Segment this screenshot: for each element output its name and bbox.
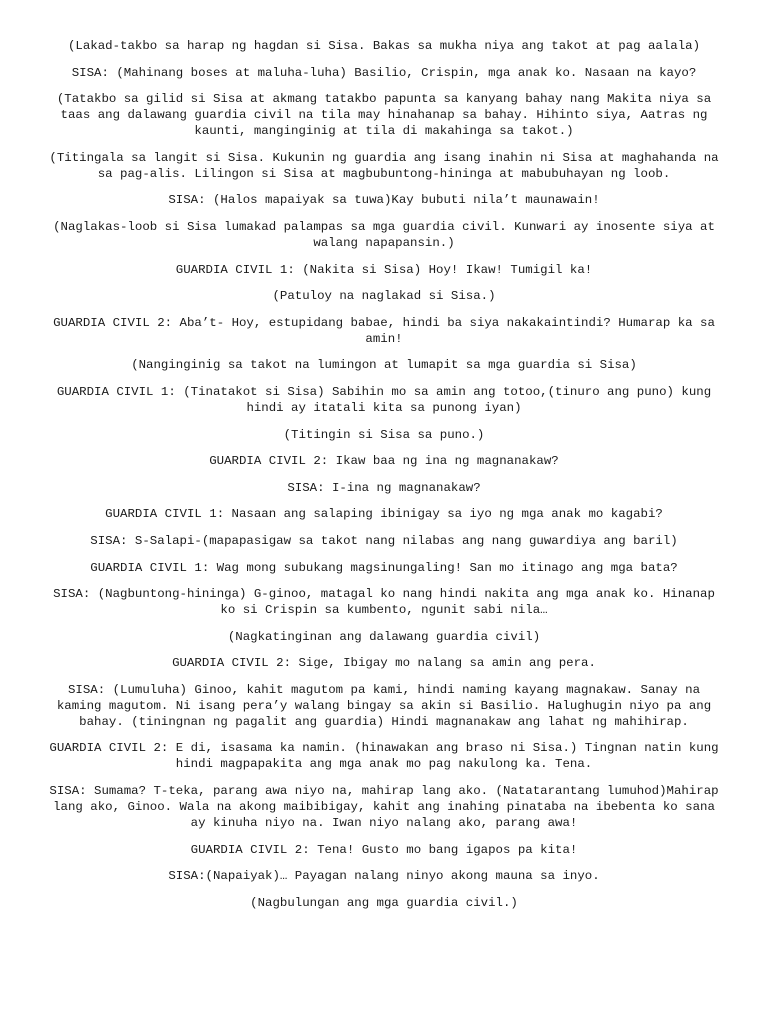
dialogue-line: SISA: (Mahinang boses at maluha-luha) Basilio, Crispin, mga anak ko. Nasaan na kayo? — [71, 65, 697, 80]
dialogue-line: SISA: Sumama? T-teka, parang awa niyo na, mahirap lang ako. (Natatarantang lumuhod)Mahirap lang ako, Ginoo. Wala na akong maibibigay, kahit ang inahing pinataba na ibebenta ko sana ay kinuha niyo na. Iwan niyo nalang ako, parang awa! — [49, 784, 719, 831]
dialogue-line: GUARDIA CIVIL 1: (Tinatakot si Sisa) Sabihin mo sa amin ang totoo,(tinuro ang puno) kung hindi ay itatali kita sa punong iyan) — [56, 384, 712, 415]
stage-direction: (Naglakas-loob si Sisa lumakad palampas sa mga guardia civil. Kunwari ay inosente siya at walang napapansin.) — [53, 219, 715, 250]
dialogue-line: GUARDIA CIVIL 1: Wag mong subukang magsinungaling! San mo itinago ang mga bata? — [90, 560, 678, 575]
dialogue-line: GUARDIA CIVIL 2: Aba’t- Hoy, estupidang babae, hindi ba siya nakakaintindi? Humarap ka sa amin! — [53, 315, 715, 346]
dialogue-line: SISA: (Nagbuntong-hininga) G-ginoo, matagal ko nang hindi nakita ang mga anak ko. Hinanap ko si Crispin sa kumbento, ngunit sabi nila… — [53, 587, 715, 618]
script-page — [44, 38, 724, 921]
stage-direction: (Nagkatinginan ang dalawang guardia civil) — [227, 629, 541, 644]
dialogue-line: GUARDIA CIVIL 1: (Nakita si Sisa) Hoy! Ikaw! Tumigil ka! — [175, 262, 593, 277]
dialogue-line: GUARDIA CIVIL 2: Tena! Gusto mo bang igapos pa kita! — [190, 842, 578, 857]
stage-direction: (Titingin si Sisa sa puno.) — [283, 427, 485, 442]
stage-direction: (Lakad-takbo sa harap ng hagdan si Sisa. Bakas sa mukha niya ang takot at pag aalala) — [67, 39, 701, 53]
dialogue-line: GUARDIA CIVIL 2: Sige, Ibigay mo nalang sa amin ang pera. — [172, 656, 596, 671]
dialogue-line: SISA: (Lumuluha) Ginoo, kahit magutom pa kami, hindi naming kayang magnakaw. Sanay na kaming magutom. Ni isang pera’y walang bingay sa akin si Basilio. Halughugin niyo pa ang bahay. (tiningnan ng pagalit ang guardia) Hindi magnanakaw ang lahat ng mahihirap. — [56, 682, 712, 729]
dialogue-line: SISA: (Halos mapaiyak sa tuwa)Kay bubuti nila’t maunawain! — [168, 193, 600, 208]
stage-direction: (Nanginginig sa takot na lumingon at lumapit sa mga guardia si Sisa) — [131, 358, 637, 373]
dialogue-line: SISA:(Napaiyak)… Payagan nalang ninyo akong mauna sa inyo. — [168, 869, 600, 884]
stage-direction: (Titingala sa langit si Sisa. Kukunin ng guardia ang isang inahin ni Sisa at maghahanda na sa pag-alis. Lilingon si Sisa at magbubuntong-hininga at mabubuhayan ng loob. — [49, 150, 719, 181]
stage-direction: (Tatakbo sa gilid si Sisa at akmang tatakbo papunta sa kanyang bahay nang Makita niya sa taas ang dalawang guardia civil na tila may hinahanap sa bahay. Hihinto siya, Aatras ng kaunti, manginginig at tila di makahinga sa takot.) — [56, 92, 712, 139]
dialogue-line: GUARDIA CIVIL 2: E di, isasama ka namin. (hinawakan ang braso ni Sisa.) Tingnan natin kung hindi magpapakita ang mga anak mo pag nakulong ka. Tena. — [49, 741, 719, 772]
dialogue-line: SISA: I-ina ng magnanakaw? — [287, 480, 481, 495]
dialogue-line: GUARDIA CIVIL 2: Ikaw baa ng ina ng magnanakaw? — [209, 454, 559, 469]
dialogue-line: GUARDIA CIVIL 1: Nasaan ang salaping ibinigay sa iyo ng mga anak mo kagabi? — [105, 507, 663, 522]
stage-direction: (Patuloy na naglakad si Sisa.) — [272, 289, 496, 304]
stage-direction: (Nagbulungan ang mga guardia civil.) — [250, 895, 518, 910]
dialogue-line: SISA: S-Salapi-(mapapasigaw sa takot nang nilabas ang nang guwardiya ang baril) — [90, 533, 678, 548]
